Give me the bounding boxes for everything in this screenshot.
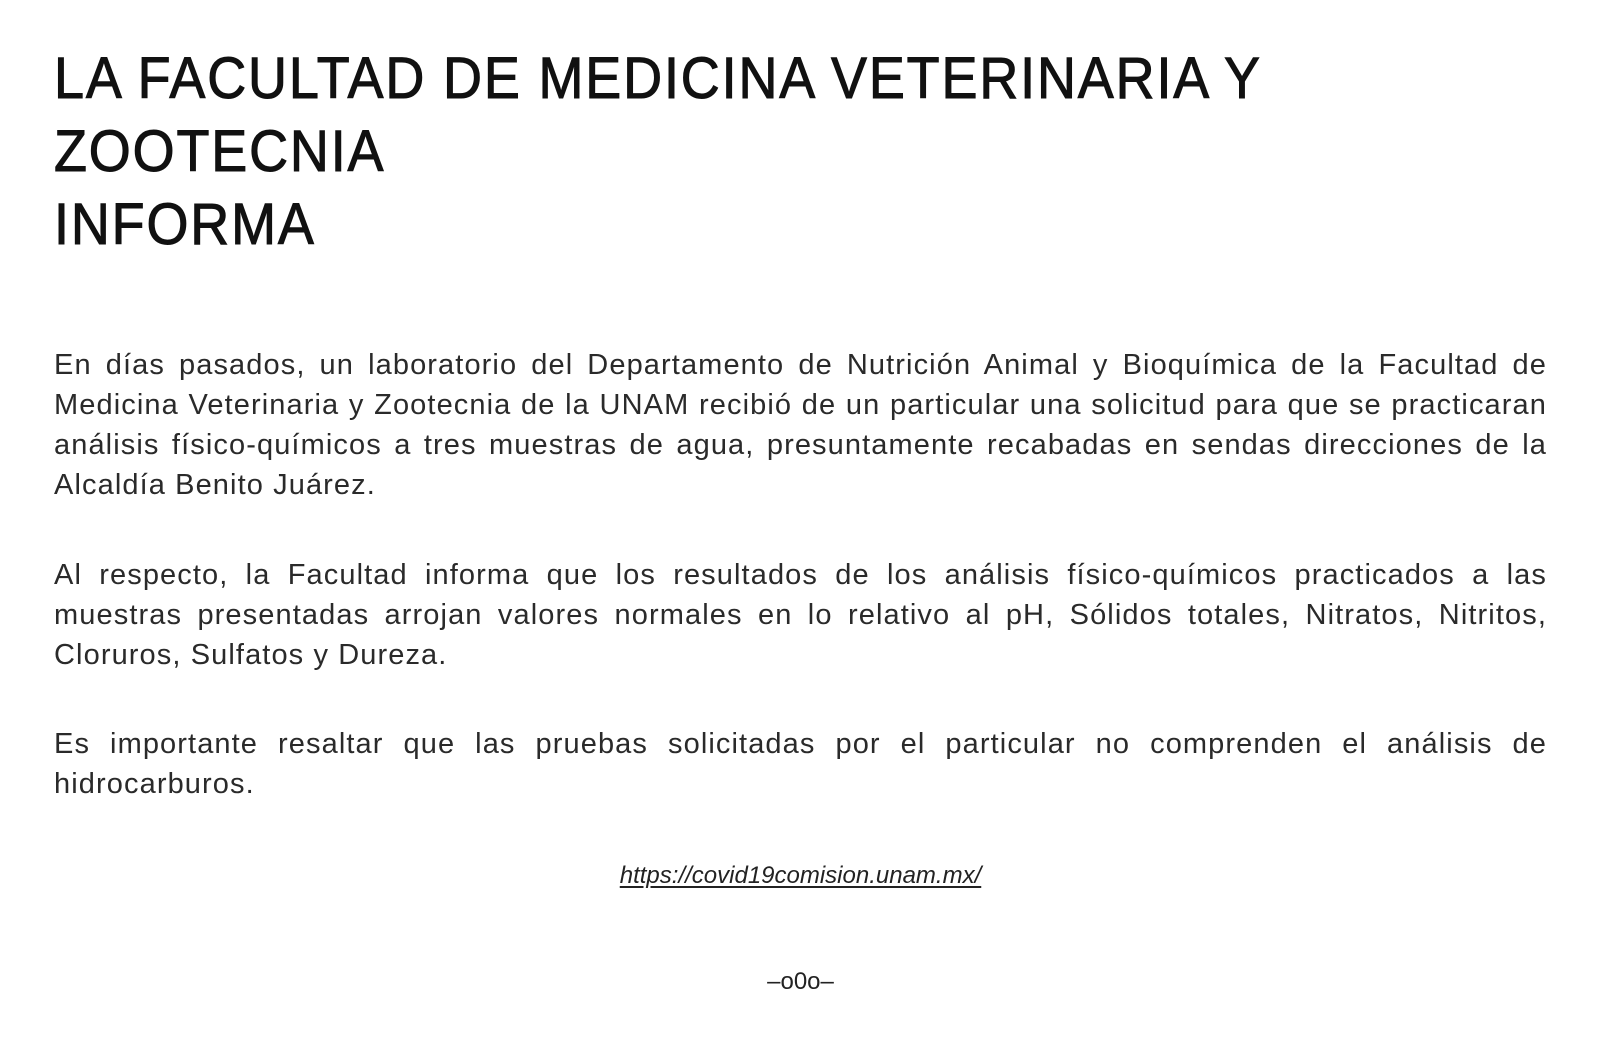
paragraph-1: En días pasados, un laboratorio del Departamento de Nutrición Animal y Bioquímica de la Facultad de Medicina Veterinaria y Zootecnia de la UNAM recibió de un particular una solicitud para que se practicaran análisis físico-químicos a tres muestras de agua, presuntamente recabadas en sendas direcciones de la Alcaldía Benito Juárez.	[54, 349, 1547, 501]
title-line-2: ZOOTECNIA	[54, 119, 386, 184]
page-title	[54, 42, 1442, 261]
link-row	[54, 862, 1547, 890]
paragraph-3: Es importante resaltar que las pruebas solicitadas por el particular no comprenden el análisis de hidrocarburos.	[54, 728, 1547, 800]
title-line-3: INFORMA	[54, 192, 316, 257]
document-page	[54, 0, 1547, 1038]
paragraph-2: Al respecto, la Facultad informa que los resultados de los análisis físico-químicos practicados a las muestras presentadas arrojan valores normales en lo relativo al pH, Sólidos totales, Nitratos, Nitritos, Cloruros, Sulfatos y Dureza.	[54, 559, 1547, 671]
covid-commission-link[interactable]: https://covid19comision.unam.mx/	[619, 862, 982, 889]
closing-separator: –o0o–	[767, 968, 834, 995]
title-line-1: LA FACULTAD DE MEDICINA VETERINARIA Y	[54, 46, 1262, 111]
